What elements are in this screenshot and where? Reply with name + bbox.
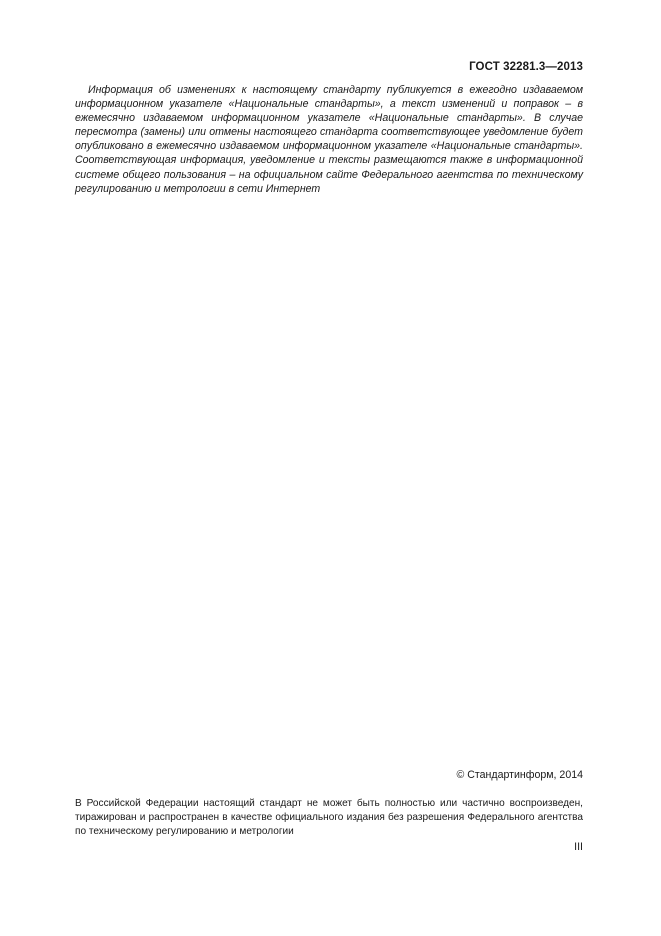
amendments-notice-paragraph: Информация об изменениях к настоящему стандарту публикуется в ежегодно издаваемом информационном указателе «Национальные стандарты», а текст изменений и поправок – в ежемесячно издаваемом информационном указателе «Национальные стандарты». В случае пересмотра (замены) или отмены настоящего стандарта соответствующее уведомление будет опубликовано в ежемесячно издаваемом информационном указателе «Национальные стандарты». Соответствующая информация, уведомление и тексты размещаются также в информационной системе общего пользования – на официальном сайте Федерального агентства по техническому регулированию и метрологии в сети Интернет [75,84,583,195]
reprint-restriction-paragraph [75,797,583,840]
copyright-line: © Стандартинформ, 2014 [456,769,583,781]
reprint-restriction-text: В Российской Федерации настоящий стандарт не может быть полностью или частично воспроизведен, тиражирован и распространен в качестве официального издания без разрешения Федерального агентства по техническому регулированию и метрологии [75,798,583,838]
page-number: III [574,841,583,853]
standard-code-header: ГОСТ 32281.3—2013 [469,61,583,73]
